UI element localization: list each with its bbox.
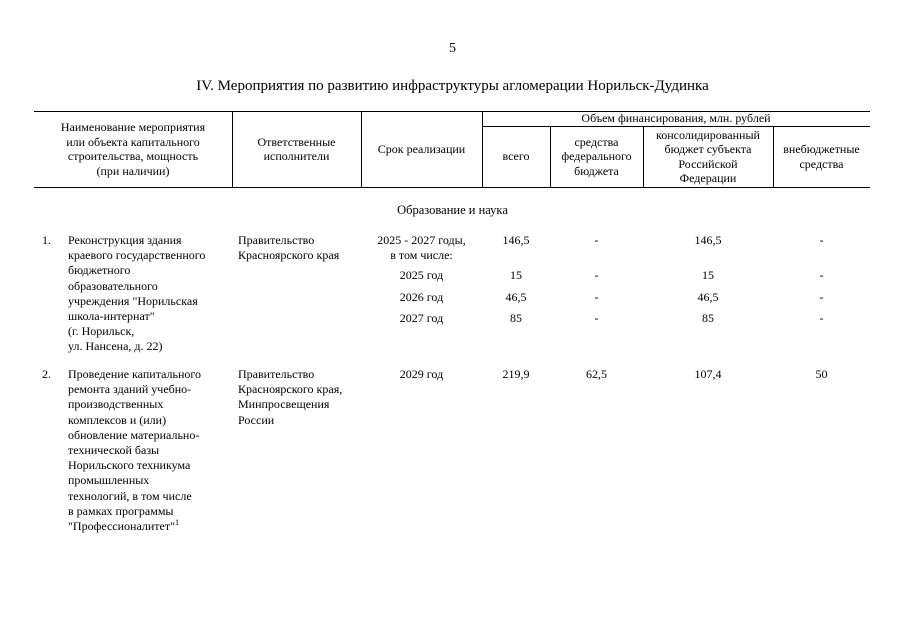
row-period-line: 2029 год	[399, 367, 444, 381]
header-executors	[232, 111, 361, 187]
row-federal: -	[594, 290, 599, 304]
header-name-line: (при наличии)	[96, 163, 170, 178]
page-number: 5	[449, 41, 456, 56]
section-title: IV. Мероприятия по развитию инфраструктуры агломерации Норильск-Дудинка	[196, 78, 709, 94]
row-period-line: 2026 год	[399, 290, 444, 304]
row-executor	[238, 367, 342, 428]
row-federal: -	[594, 311, 599, 325]
row-period-line: 2027 год	[399, 311, 444, 325]
row-number: 1.	[42, 233, 51, 247]
row-name-line: Проведение капитального	[68, 367, 202, 381]
row-executor-line: России	[238, 412, 275, 427]
header-extra-line: внебюджетные	[783, 142, 860, 156]
row-period	[361, 311, 482, 326]
row-total: 146,5	[502, 233, 530, 247]
header-federal-line: бюджета	[574, 163, 619, 178]
section-label: Образование и наука	[397, 203, 508, 217]
row-period-line: 2025 год	[399, 268, 444, 282]
header-federal-line: средства	[574, 134, 619, 149]
row-executor-line: Правительство	[238, 233, 315, 247]
row-name-line: в рамках программы	[68, 503, 174, 518]
header-total: всего	[502, 149, 530, 164]
header-regional-line: Российской	[678, 156, 738, 171]
row-name-line: промышленных	[68, 473, 150, 488]
row-regional: 146,5	[694, 233, 722, 247]
row-name-line: обновление материально-	[68, 427, 200, 442]
row-regional: 15	[702, 268, 714, 282]
row-period	[361, 367, 482, 382]
row-name-line: комплексов и (или)	[68, 412, 167, 427]
header-regional	[643, 126, 773, 187]
row-federal: 62,5	[586, 367, 607, 381]
header-regional-line: Федерации	[679, 171, 737, 185]
row-name-line: Норильского техникума	[68, 458, 191, 473]
row-executor-line: Красноярского края	[238, 248, 340, 263]
table-header-bottom-border	[34, 187, 870, 188]
footnote-marker: 1	[175, 518, 180, 528]
row-name-line: Реконструкция здания	[68, 233, 182, 247]
row-period-line: в том числе:	[390, 248, 453, 263]
row-total: 46,5	[505, 290, 527, 304]
header-regional-line: бюджет субъекта	[664, 142, 752, 156]
row-period	[361, 290, 482, 305]
header-name-line: строительства, мощность	[67, 149, 199, 163]
row-name-line: (г. Норильск,	[68, 324, 135, 339]
row-federal: -	[594, 268, 599, 282]
row-name	[68, 367, 201, 534]
row-extra: -	[819, 233, 824, 247]
header-executors-line: исполнители	[263, 149, 330, 163]
row-executor-line: Минпросвещения	[238, 397, 330, 412]
row-executor-line: Красноярского края,	[238, 382, 343, 397]
row-name-line: бюджетного	[68, 263, 131, 278]
row-name-line: ул. Нансена, д. 22)	[68, 339, 163, 354]
row-extra: -	[819, 290, 824, 304]
header-name	[34, 111, 232, 187]
row-name-line: школа-интернат"	[68, 309, 155, 324]
row-name-line: "Профессионалитет"$^1$	[68, 518, 180, 534]
row-name-line: учреждения "Норильская	[68, 293, 198, 308]
row-total: 15	[510, 268, 522, 282]
header-extra	[773, 126, 870, 187]
row-total: 219,9	[502, 367, 530, 381]
row-executor-line: Правительство	[238, 367, 315, 381]
header-federal-line: федерального	[561, 149, 632, 164]
row-regional: 107,4	[694, 367, 722, 381]
row-name-line: технологий, в том числе	[68, 488, 192, 503]
header-executors-line: Ответственные	[257, 134, 336, 149]
header-name-line: Наименование мероприятия	[60, 120, 206, 134]
row-name-line: производственных	[68, 397, 164, 412]
header-regional-line: консолидированный	[656, 127, 760, 142]
row-extra: -	[819, 311, 824, 325]
header-federal	[550, 126, 643, 187]
header-extra-line: средства	[799, 156, 844, 171]
row-regional: 85	[702, 311, 714, 325]
row-period	[361, 233, 482, 263]
row-name	[68, 233, 205, 355]
row-name-line: технической базы	[68, 443, 160, 458]
row-name-line: краевого государственного	[68, 248, 206, 263]
row-period-line: 2025 - 2027 годы,	[377, 233, 466, 247]
row-period	[361, 268, 482, 283]
row-federal: -	[594, 233, 599, 247]
row-number: 2.	[42, 367, 51, 381]
header-period: Срок реализации	[377, 141, 466, 156]
row-executor	[238, 233, 339, 263]
header-name-line: или объекта капитального	[66, 134, 200, 149]
row-extra: -	[819, 268, 824, 282]
row-name-line: ремонта зданий учебно-	[68, 382, 192, 397]
row-regional: 46,5	[697, 290, 719, 304]
row-extra: 50	[815, 367, 828, 381]
row-total: 85	[510, 311, 522, 325]
header-funding-group: Объем финансирования, млн. рублей	[581, 111, 771, 126]
row-name-line: образовательного	[68, 278, 158, 293]
